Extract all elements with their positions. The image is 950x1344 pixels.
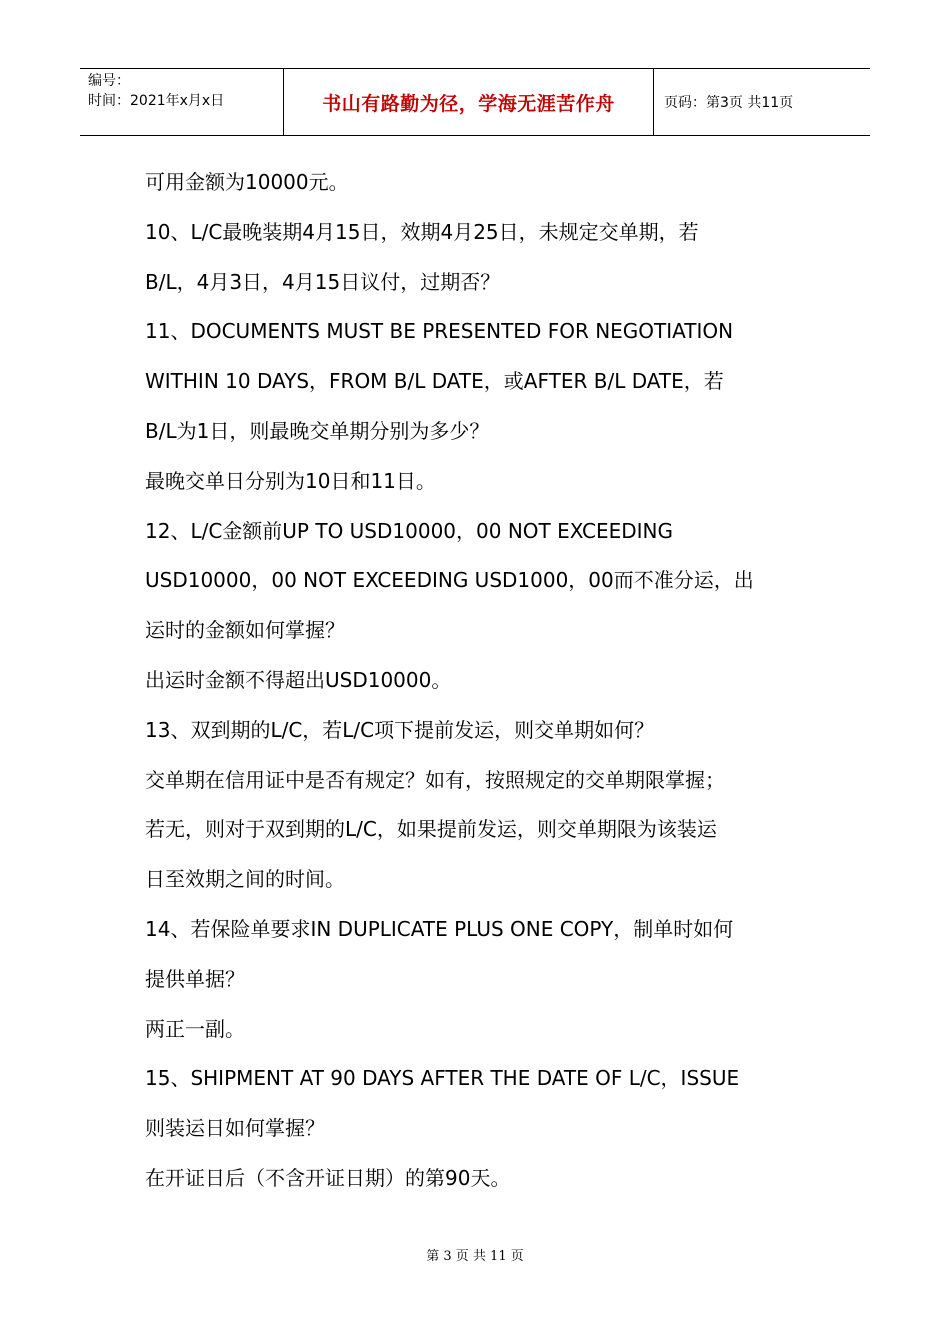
footer-page-number: 第 3 页 共 11 页	[426, 1249, 524, 1264]
body-line: 12、L/C金额前UP TO USD10000，00 NOT EXCEEDING	[145, 518, 673, 543]
document-date: 时间：2021年x月x日	[88, 93, 225, 109]
body-line: 运时的金额如何掌握？	[145, 618, 345, 643]
body-line: 日至效期之间的时间。	[145, 867, 345, 892]
body-line: 可用金额为10000元。	[145, 170, 349, 194]
document-body	[145, 158, 815, 1204]
body-line: USD10000，00 NOT EXCEEDING USD1000，00而不准分运，出	[145, 568, 754, 593]
body-line: 则装运日如何掌握？	[145, 1116, 325, 1141]
body-line: 若无，则对于双到期的L/C，如果提前发运，则交单期限为该装运	[145, 817, 717, 842]
body-line: 14、若保险单要求IN DUPLICATE PLUS ONE COPY，制单时如何	[145, 916, 734, 941]
document-number-label: 编号：	[88, 73, 130, 89]
body-line: 两正一副。	[145, 1016, 245, 1041]
body-line: B/L，4月3日，4月15日议付，过期否？	[145, 269, 501, 294]
page-header	[80, 68, 870, 136]
body-line: 13、双到期的L/C，若L/C项下提前发运，则交单期如何？	[145, 717, 655, 742]
body-line: 最晚交单日分别为10日和11日。	[145, 468, 436, 493]
header-motto-cell	[283, 69, 654, 135]
body-line: B/L为1日，则最晚交单期分别为多少？	[145, 418, 490, 443]
body-line: WITHIN 10 DAYS，FROM B/L DATE，或AFTER B/L DATE，若	[145, 369, 724, 394]
page-footer	[0, 1245, 950, 1264]
body-line: 交单期在信用证中是否有规定？如有，按照规定的交单期限掌握；	[145, 767, 725, 792]
body-line: 在开证日后（不含开证日期）的第90天。	[145, 1165, 511, 1190]
header-page-info: 页码：第3页 共11页	[664, 95, 794, 111]
body-line: 10、L/C最晚装期4月15日，效期4月25日，未规定交单期，若	[145, 219, 699, 244]
body-line: 出运时金额不得超出USD10000。	[145, 667, 452, 692]
body-line: 11、DOCUMENTS MUST BE PRESENTED FOR NEGOTIATION	[145, 319, 734, 344]
header-page-info-cell	[654, 69, 870, 135]
body-line: 15、SHIPMENT AT 90 DAYS AFTER THE DATE OF L/C，ISSUE	[145, 1066, 740, 1091]
header-motto: 书山有路勤为径，学海无涯苦作舟	[322, 92, 615, 115]
header-meta	[80, 69, 283, 135]
body-line: 提供单据？	[145, 966, 245, 991]
